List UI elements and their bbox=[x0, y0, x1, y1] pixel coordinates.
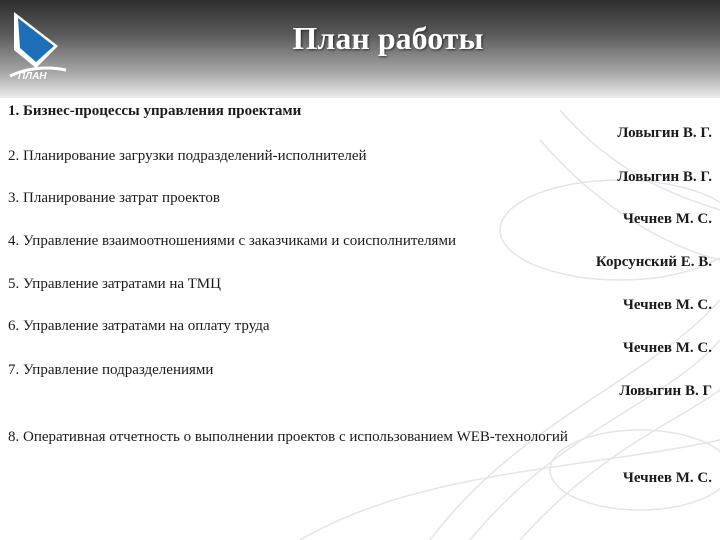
item-6-person: Чечнев М. С. bbox=[622, 340, 712, 356]
item-5-person: Чечнев М. С. bbox=[622, 297, 712, 313]
item-2-title: 2. Планирование загрузки подразделений-исполнителей bbox=[8, 148, 367, 164]
item-4-person: Корсунский Е. В. bbox=[595, 254, 712, 270]
item-1-title: 1. Бизнес-процессы управления проектами bbox=[8, 103, 302, 119]
item-8-title: 8. Оперативная отчетность о выполнении проектов с использованием WEB-технологий bbox=[8, 429, 568, 445]
item-7-person: Ловыгин В. Г bbox=[619, 383, 712, 399]
item-3-person: Чечнев М. С. bbox=[622, 211, 712, 227]
item-4-title: 4. Управление взаимоотношениями с заказчиками и соисполнителями bbox=[8, 233, 456, 249]
item-2-person: Ловыгин В. Г. bbox=[617, 169, 712, 185]
page-title: План работы bbox=[292, 20, 484, 56]
item-8-person: Чечнев М. С. bbox=[622, 470, 712, 486]
svg-text:ПЛАН: ПЛАН bbox=[18, 71, 47, 82]
item-1-person: Ловыгин В. Г. bbox=[617, 125, 712, 141]
item-3-title: 3. Планирование затрат проектов bbox=[8, 190, 220, 206]
item-5-title: 5. Управление затратами на ТМЦ bbox=[8, 276, 221, 292]
item-7-title: 7. Управление подразделениями bbox=[8, 362, 214, 378]
item-6-title: 6. Управление затратами на оплату труда bbox=[8, 318, 270, 334]
